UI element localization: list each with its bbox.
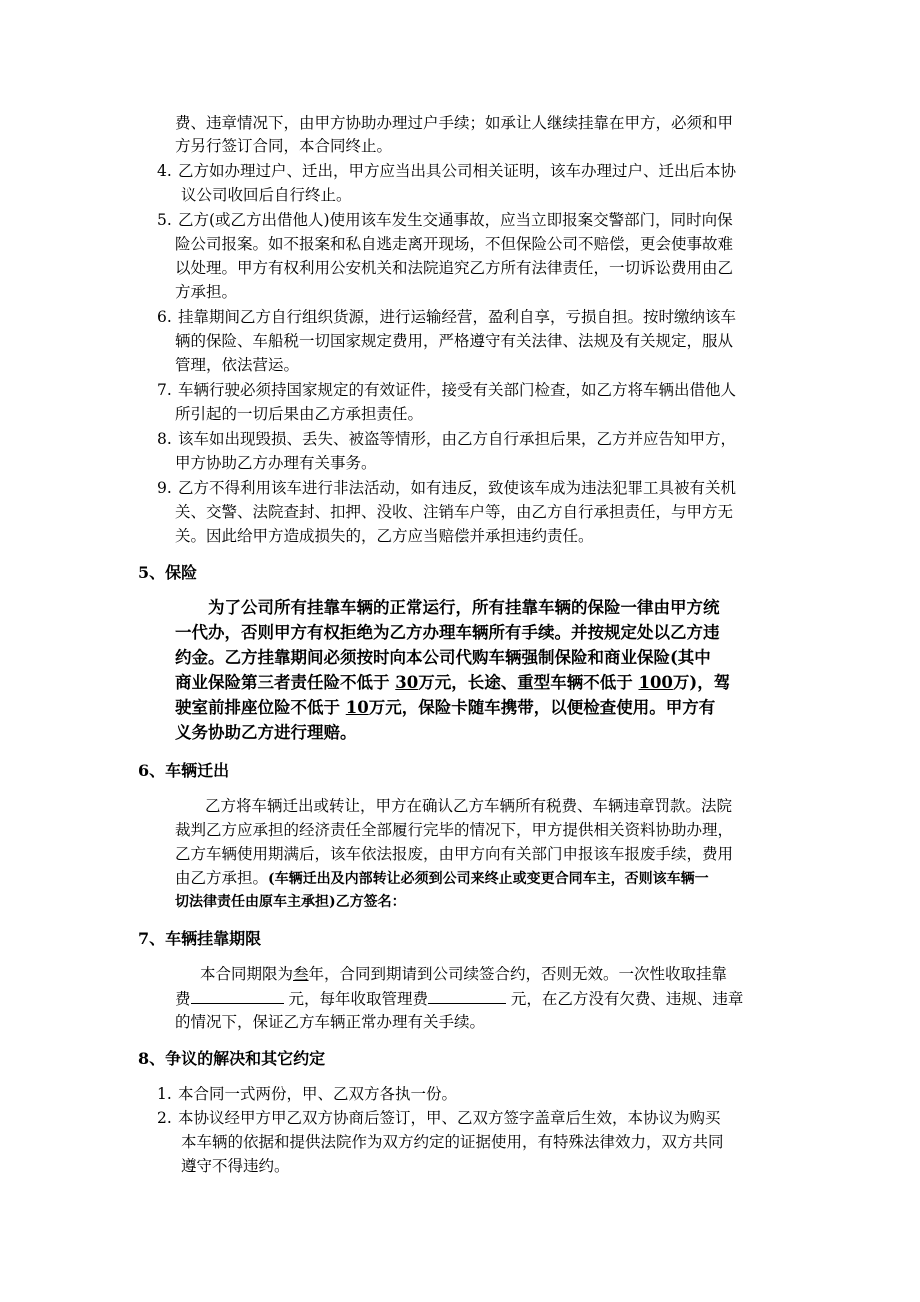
underlined-years: 叁: [293, 965, 309, 983]
list-item-line: 车辆行驶必须持国家规定的有效证件，接受有关部门检查，如乙方将车辆出借他人: [178, 381, 737, 399]
list-item-line: 议公司收回后自行终止。: [181, 186, 352, 204]
para-line: [175, 987, 743, 1010]
list-number: 7.: [157, 381, 172, 399]
text-span: 元，每年收取管理费: [283, 990, 428, 1008]
fee-blank-field[interactable]: [191, 987, 284, 1004]
para-line: 为了公司所有挂靠车辆的正常运行，所有挂靠车辆的保险一律由甲方统: [208, 598, 720, 617]
text-span: 商业保险第三者责任险不低于: [175, 673, 396, 692]
text-span: 由乙方承担。: [175, 869, 269, 887]
para-line: 乙方将车辆迁出或转让，甲方在确认乙方车辆所有税费、车辆违章罚款。法院: [205, 797, 733, 815]
para-line: 费、违章情况下，由甲方协助办理过户手续；如承让人继续挂靠在甲方，必须和甲: [175, 114, 734, 132]
bold-note: (车辆迁出及内部转让必须到公司来终止或变更合同车主，否则该车辆一: [268, 871, 709, 887]
list-item-line: 方承担。: [175, 283, 238, 301]
para-line: 约金。乙方挂靠期间必须按时向本公司代购车辆强制保险和商业保险(其中: [175, 648, 711, 667]
list-item-line: 遵守不得违约。: [181, 1157, 290, 1175]
para-line: [175, 867, 709, 890]
para-line: 裁判乙方应承担的经济责任全部履行完毕的情况下，甲方提供相关资料协助办理，: [175, 821, 734, 839]
underlined-amount: 100: [638, 673, 673, 692]
list-item-line: 乙方如办理过户、迁出，甲方应当出具公司相关证明，该车办理过户、迁出后本协: [178, 162, 737, 180]
section-heading-insurance: 5、保险: [138, 563, 198, 582]
text-span: 年，合同到期请到公司续签合约，否则无效。一次性收取挂靠: [308, 965, 728, 983]
text-span: 驶室前排座位险不低于: [175, 698, 346, 717]
list-item-line: 关、交警、法院查封、扣押、没收、注销车户等，由乙方自行承担责任，与甲方无: [175, 503, 734, 521]
para-line: [175, 697, 715, 719]
para-line: 乙方车辆使用期满后，该车依法报废，由甲方向有关部门申报该车报废手续，费用: [175, 845, 734, 863]
list-item-line: 本协议经甲方甲乙双方协商后签订，甲、乙双方签字盖章后生效，本协议为购买: [178, 1109, 721, 1127]
underlined-amount: 10: [345, 698, 369, 717]
section-heading-term: 7、车辆挂靠期限: [138, 929, 262, 948]
list-item-line: 险公司报案。如不报案和私自逃走离开现场，不但保险公司不赔偿，更会使事故难: [175, 235, 734, 253]
list-number: 4.: [157, 162, 172, 180]
underlined-amount: 30: [395, 673, 419, 692]
text-span: 本合同期限为: [200, 965, 294, 983]
list-number: 6.: [157, 308, 172, 326]
list-number: 9.: [157, 479, 172, 497]
text-span: 费: [175, 990, 191, 1008]
list-item-line: 辆的保险、车船税一切国家规定费用，严格遵守有关法律、法规及有关规定，服从: [175, 332, 734, 350]
list-item-line: 关。因此给甲方造成损失的，乙方应当赔偿并承担违约责任。: [175, 527, 594, 545]
bold-note-line: 切法律责任由原车主承担)乙方签名：: [175, 894, 406, 910]
text-span: 万)，驾: [672, 673, 731, 692]
list-number: 5.: [157, 211, 172, 229]
list-number: 8.: [157, 430, 172, 448]
list-item-line: 挂靠期间乙方自行组织货源，进行运输经营，盈利自享，亏损自担。按时缴纳该车: [178, 308, 737, 326]
list-item-line: 该车如出现毁损、丢失、被盗等情形，由乙方自行承担后果，乙方并应告知甲方，: [178, 430, 737, 448]
para-line: [175, 672, 730, 694]
section-heading-disputes: 8、争议的解决和其它约定: [138, 1049, 326, 1068]
text-span: 万元，保险卡随车携带，以便检查使用。甲方有: [368, 698, 716, 717]
list-item-line: 乙方不得利用该车进行非法活动，如有违反，致使该车成为违法犯罪工具被有关机: [178, 479, 737, 497]
text-span: 元，在乙方没有欠费、违规、违章: [505, 990, 744, 1008]
list-item-line: 乙方(或乙方出借他人)使用该车发生交通事故，应当立即报案交警部门，同时向保: [178, 211, 733, 229]
management-fee-blank-field[interactable]: [428, 987, 506, 1004]
list-item-line: 管理，依法营运。: [175, 356, 300, 374]
list-item-line: 本合同一式两份，甲、乙双方各执一份。: [178, 1085, 458, 1103]
list-number: 1.: [157, 1085, 172, 1103]
para-line: [200, 963, 727, 985]
list-item-line: 所引起的一切后果由乙方承担责任。: [175, 405, 424, 423]
para-line: 一代办，否则甲方有权拒绝为乙方办理车辆所有手续。并按规定处以乙方违: [175, 623, 720, 642]
list-item-line: 甲方协助乙方办理有关事务。: [175, 454, 377, 472]
para-line: 的情况下，保证乙方车辆正常办理有关手续。: [175, 1013, 486, 1031]
list-item-line: 以处理。甲方有权利用公安机关和法院追究乙方所有法律责任，一切诉讼费用由乙: [175, 259, 734, 277]
list-item-line: 本车辆的依据和提供法院作为双方约定的证据使用，有特殊法律效力，双方共同: [181, 1133, 724, 1151]
list-number: 2.: [157, 1109, 172, 1127]
text-span: 万元，长途、重型车辆不低于: [418, 673, 639, 692]
para-line: 义务协助乙方进行理赔。: [175, 723, 357, 742]
para-line: 方另行签订合同，本合同终止。: [175, 137, 393, 155]
section-heading-vehicle-transfer: 6、车辆迁出: [138, 761, 230, 780]
